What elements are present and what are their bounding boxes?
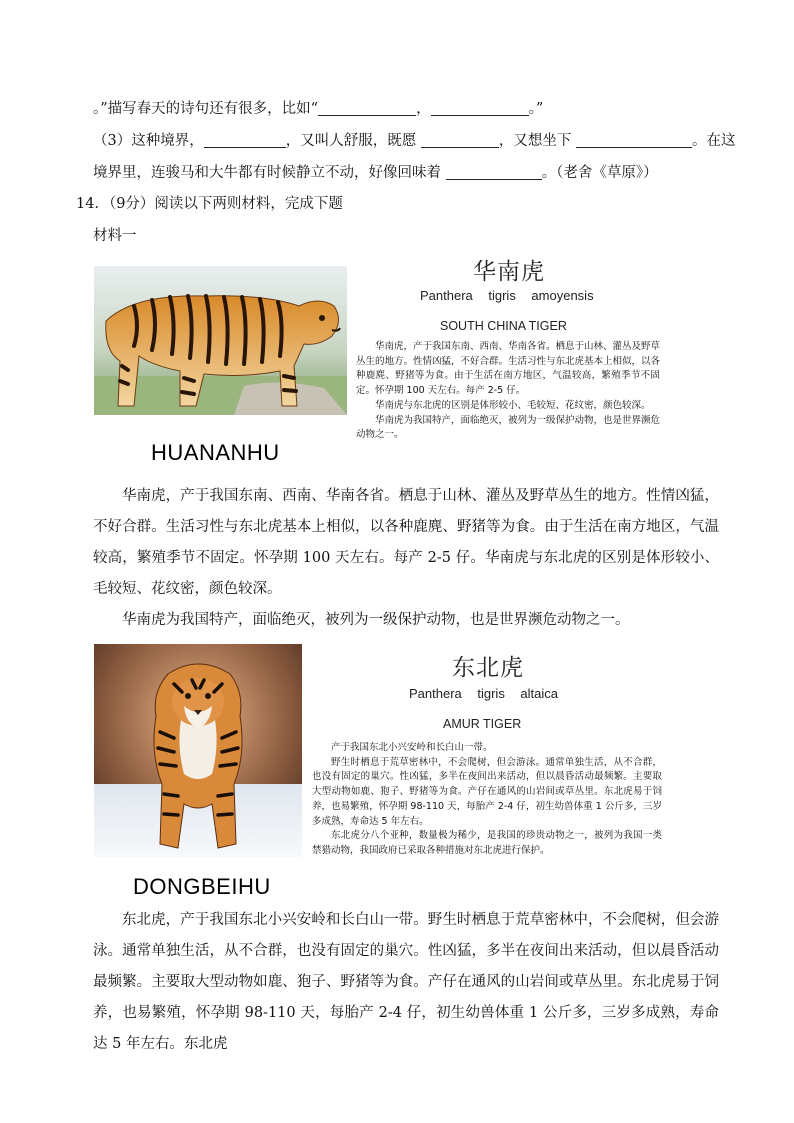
answer-blank[interactable] [431, 99, 529, 116]
answer-blank[interactable] [576, 131, 692, 148]
text-segment: ，又叫人舒服，既愿 [285, 133, 421, 149]
realm-question-line-2 [93, 163, 658, 183]
amur-tiger-info-box [312, 741, 662, 859]
answer-blank[interactable] [318, 99, 416, 116]
info-paragraph: 华南虎为我国特产，面临绝灭，被列为一级保护动物，也是世界濒危动物之一。 [356, 414, 661, 441]
south-china-tiger-latin-name: Panthera tigris amoyensis [420, 288, 594, 303]
answer-blank[interactable] [421, 131, 499, 148]
info-paragraph: 东北虎分八个亚种，数量极为稀少，是我国的珍贵动物之一，被列为我国一类禁猎动物，我国政府已采取各种措施对东北虎进行保护。 [312, 830, 662, 856]
south-china-tiger-en-title: SOUTH CHINA TIGER [440, 319, 567, 333]
material-one-label: 材料一 [93, 228, 137, 244]
south-china-tiger-info-box [356, 340, 660, 443]
amur-tiger-photo [94, 644, 302, 857]
info-paragraph: 华南虎与东北虎的区别是体形较小、毛较短、花纹密，颜色较深。 [375, 399, 651, 411]
realm-question-line [93, 131, 735, 151]
text-segment: 境界里，连骏马和大牛都有时候静立不动，好像回味着 [93, 165, 446, 181]
south-china-tiger-paragraph-1: 华南虎，产于我国东南、西南、华南各省。栖息于山林、灌丛及野草丛生的地方。性情凶猛，不好合群。生活习性与东北虎基本上相似，以各种鹿麂、野猪等为食。由于生活在南方地区，气温较高，繁殖季节不固定。怀孕期 100 天左右。每产 2-5 仔。华南虎与东北虎的区别是体形较小、毛较短、花纹密，颜色较深。 [93, 488, 719, 597]
text-segment: （3）这种境界， [93, 133, 204, 149]
amur-tiger-cn-title: 东北虎 [452, 655, 524, 681]
info-paragraph: 产于我国东北小兴安岭和长白山一带。 [331, 742, 493, 753]
text-segment: 。”描写春天的诗句还有很多，比如“ [93, 101, 319, 117]
text-segment: 。（老舍《草原》） [541, 165, 658, 181]
info-paragraph: 野生时栖息于荒草密林中，不会爬树，但会游泳。通常单独生活，从不合群，也没有固定的巢穴。性凶猛，多半在夜间出来活动，但以晨昏活动最频繁。主要取大型动物如鹿、狍子、野猪等为食。产仔在通风的山岩间或草丛里。东北虎易于饲养，也易繁殖，怀孕期 98-110 天，每胎产 2-4 仔，初生幼兽体重 1 公斤多，三岁多成熟，寿命达 5 年左右。 [312, 756, 662, 827]
south-china-tiger-paragraph-2: 华南虎为我国特产，面临绝灭，被列为一级保护动物，也是世界濒危动物之一。 [122, 612, 630, 628]
text-segment: 。在这 [691, 133, 736, 149]
amur-tiger-en-title: AMUR TIGER [443, 717, 522, 731]
amur-tiger-paragraph-1: 东北虎，产于我国东北小兴安岭和长白山一带。野生时栖息于荒草密林中，不会爬树，但会游泳。通常单独生活，从不合群，也没有固定的巢穴。性凶猛，多半在夜间出来活动，但以晨昏活动最频繁。主要取大型动物如鹿、狍子、野猪等为食。产仔在通风的山岩间或草丛里。东北虎易于饲养，也易繁殖，怀孕期 98-110 天，每胎产 2-4 仔，初生幼兽体重 1 公斤多，三岁多成熟，寿命达 5 年左右。东北虎 [93, 912, 719, 1052]
text-segment: 。” [528, 101, 544, 117]
answer-blank[interactable] [446, 163, 542, 180]
poem-question-line [93, 99, 543, 119]
text-segment: ， [416, 101, 431, 117]
answer-blank[interactable] [204, 131, 286, 148]
south-china-tiger-caption: HUANANHU [151, 440, 280, 465]
south-china-tiger-cn-title: 华南虎 [473, 259, 545, 285]
text-segment: ，又想坐下 [498, 133, 576, 149]
question-14-heading: 14．（9分）阅读以下两则材料，完成下题 [76, 196, 343, 212]
info-paragraph: 华南虎，产于我国东南、西南、华南各省。栖息于山林、灌丛及野草丛生的地方。性情凶猛，不好合群。生活习性与东北虎基本上相似，以各种鹿麂、野猪等为食。由于生活在南方地区，气温较高，繁殖季节不固定。怀孕期 100 天左右。每产 2-5 仔。 [356, 341, 661, 397]
amur-tiger-latin-name: Panthera tigris altaica [409, 686, 559, 701]
south-china-tiger-photo [94, 266, 347, 415]
amur-tiger-caption: DONGBEIHU [133, 874, 271, 899]
